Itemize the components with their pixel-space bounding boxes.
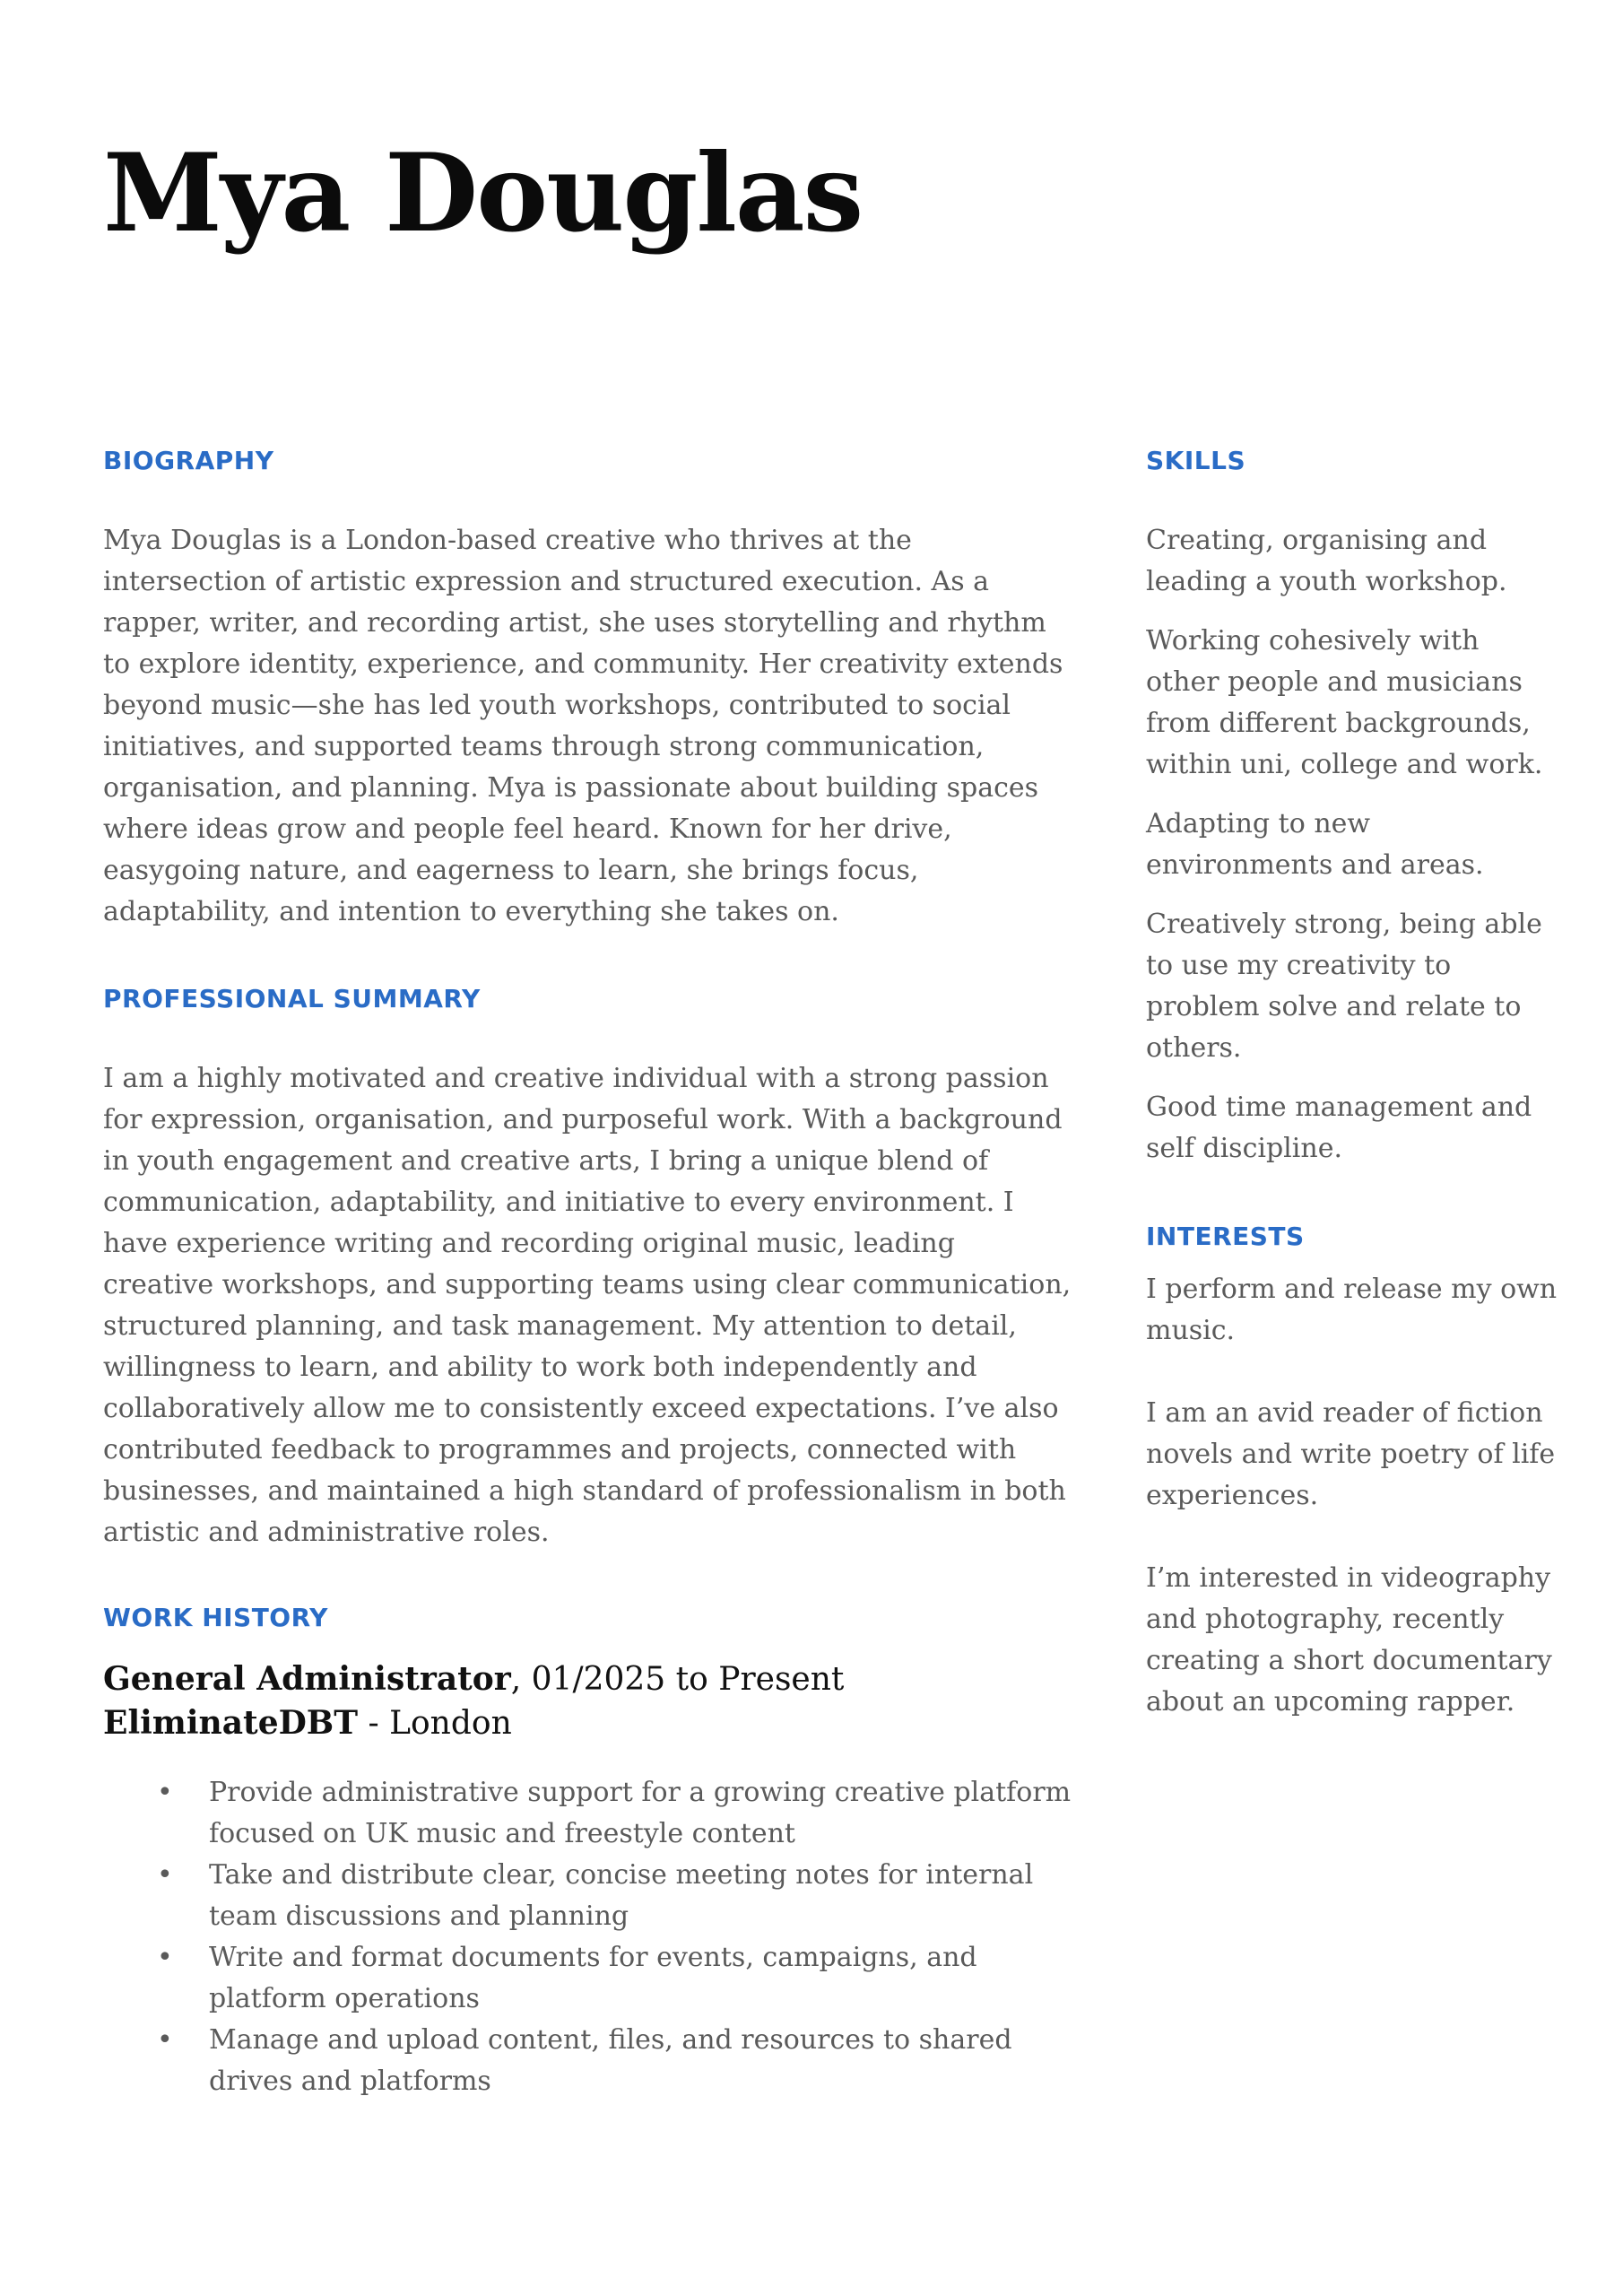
job-location: - London [358, 1705, 512, 1742]
work-history-section [103, 1603, 1072, 2102]
skill-item: Creatively strong, being able to use my creativity to problem solve and relate to others. [1146, 909, 1542, 1064]
bullet-icon: • [157, 1942, 173, 1973]
skill-item: Creating, organising and leading a youth workshop. [1146, 525, 1507, 597]
job-duty-item [103, 1937, 1072, 2020]
biography-text: Mya Douglas is a London-based creative who thrives at the intersection of artistic expression and structured execution. As a rapper, writer, and recording artist, she uses storytelling and rhythm to explore identity, experience, and community. Her creativity extends beyond music—she has led youth workshops, contributed to social initiatives, and supported teams through strong communication, organisation, and planning. Mya is passionate about building spaces where ideas grow and people feel heard. Known for her drive, easygoing nature, and eagerness to learn, she brings focus, adaptability, and intention to everything she takes on. [103, 525, 1063, 927]
job-title: General Administrator [103, 1660, 511, 1698]
job-duty-item [103, 1772, 1072, 1855]
skills-heading: SKILLS [1146, 446, 1246, 475]
job-duty-text: Manage and upload content, files, and resources to shared drives and platforms [209, 2024, 1012, 2097]
job-duty-item [103, 1855, 1072, 1937]
job-duties-list [103, 1772, 1072, 2102]
job-duty-text: Provide administrative support for a growing creative platform focused on UK music and freestyle content [209, 1777, 1072, 1849]
job-dates: , 01/2025 to Present [510, 1661, 845, 1698]
skills-section [1146, 446, 1558, 1187]
interest-item: I’m interested in videography and photography, recently creating a short documentary about an upcoming rapper. [1146, 1562, 1552, 1718]
job-title-line [103, 1657, 1072, 1701]
bullet-icon: • [157, 2024, 173, 2056]
job-company-line [103, 1701, 1072, 1745]
job-duty-text: Take and distribute clear, concise meeting notes for internal team discussions and planning [209, 1859, 1034, 1932]
job-duty-item [103, 2020, 1072, 2102]
job-entry [103, 1657, 1072, 2102]
job-duty-text: Write and format documents for events, campaigns, and platform operations [209, 1942, 977, 2014]
bullet-icon: • [157, 1859, 173, 1891]
interests-section [1146, 1222, 1558, 1764]
skill-item: Adapting to new environments and areas. [1146, 808, 1484, 881]
bullet-icon: • [157, 1777, 173, 1808]
skills-list [1146, 520, 1558, 1170]
skill-item: Working cohesively with other people and musicians from different backgrounds, within uni, college and work. [1146, 625, 1543, 780]
interest-item: I am an avid reader of fiction novels and write poetry of life experiences. [1146, 1397, 1556, 1511]
skill-item: Good time management and self discipline. [1146, 1091, 1532, 1164]
biography-heading: BIOGRAPHY [103, 446, 274, 475]
interests-list [1146, 1269, 1558, 1723]
biography-section [103, 446, 1072, 933]
professional-summary-heading: PROFESSIONAL SUMMARY [103, 984, 481, 1013]
job-company: EliminateDBT [103, 1704, 359, 1742]
interests-heading: INTERESTS [1146, 1222, 1305, 1251]
professional-summary-text: I am a highly motivated and creative individual with a strong passion for expression, organisation, and purposeful work. With a background in youth engagement and creative arts, I bring a unique blend of communication, adaptability, and initiative to every environment. I have experience writing and recording original music, leading creative workshops, and supporting teams using clear communication, structured planning, and task management. My attention to detail, willingness to learn, and ability to work both independently and collaboratively allow me to consistently exceed expectations. I’ve also contributed feedback to programmes and projects, connected with businesses, and maintained a high standard of professionalism in both artistic and administrative roles. [103, 1063, 1072, 1548]
professional-summary-section [103, 984, 1072, 1553]
interest-item: I perform and release my own music. [1146, 1274, 1558, 1346]
work-history-heading: WORK HISTORY [103, 1603, 328, 1632]
resume-name: Mya Douglas [103, 130, 863, 257]
